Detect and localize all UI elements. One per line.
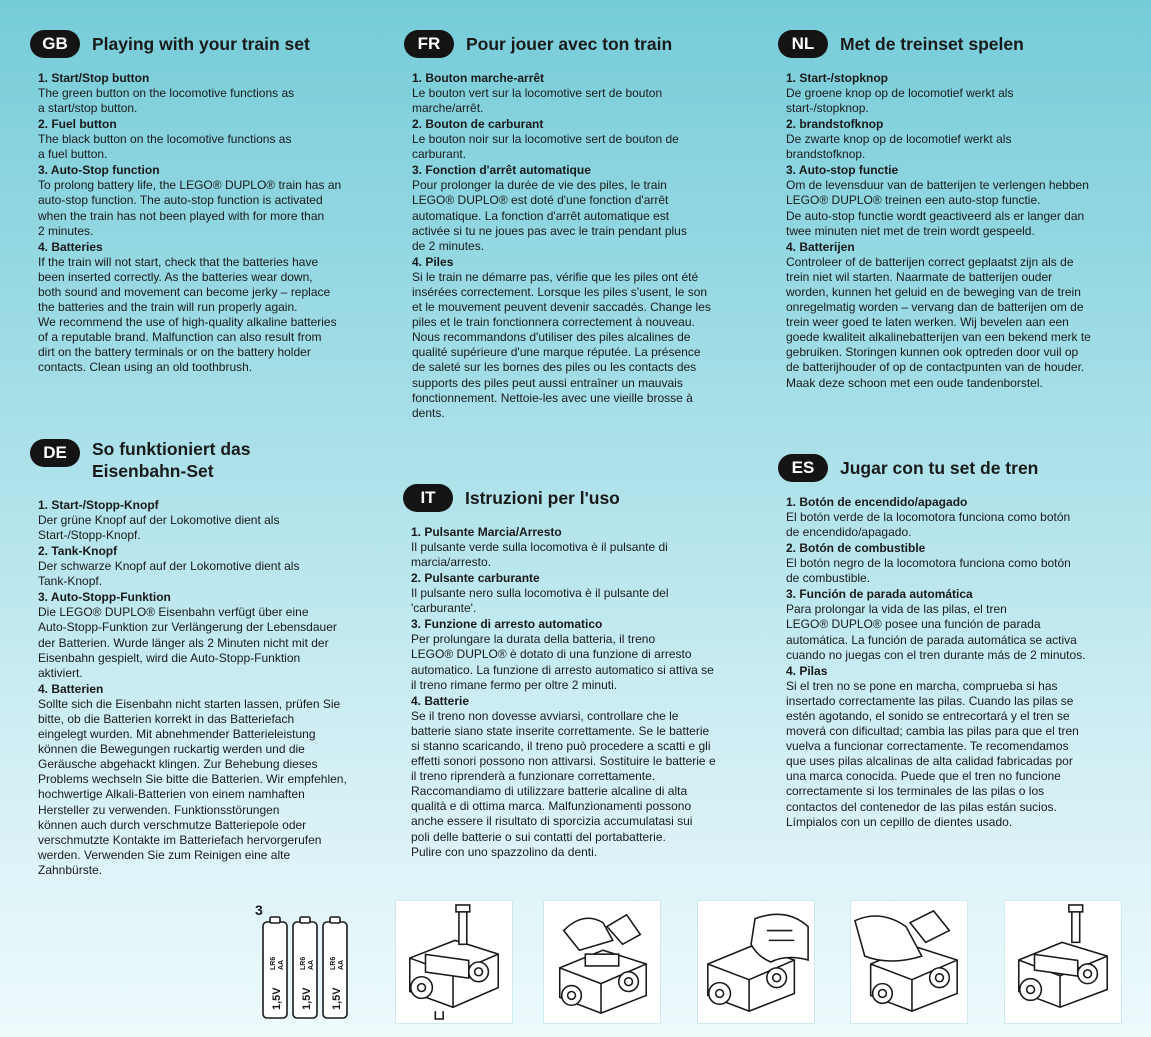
- language-badge: IT: [403, 484, 453, 512]
- instruction-item: [412, 71, 756, 116]
- battery-illustration-strip: [0, 888, 1151, 1037]
- instruction-item: [38, 240, 382, 376]
- item-heading: 3. Auto-Stop function: [38, 163, 160, 178]
- item-text: Die LEGO® DUPLO® Eisenbahn verfügt über eine Auto-Stopp-Funktion zur Verlängerung der Lebensdauer der Batterien. Wurde länger als 2 Minuten nicht mit der Eisenbahn gespielt, wird die Auto-Stopp-Funktion aktiviert.: [38, 605, 337, 680]
- instruction-item: [786, 587, 1138, 662]
- item-text: If the train will not start, check that the batteries have been inserted correctly. As the batteries wear down, both sound and movement can become jerky – replace the batteries and the train will run properly again. We recommend the use of high-quality alkaline batteries of a reputable brand. Malfunction can also result from dirt on the battery terminals or on the battery holder contacts. Clean using an old toothbrush.: [38, 254, 337, 375]
- section-title-line: Eisenbahn-Set: [92, 461, 214, 481]
- item-heading: 2. Fuel button: [38, 117, 117, 132]
- language-badge: NL: [778, 30, 828, 58]
- battery-type-label: LR6: [300, 956, 307, 970]
- item-text: Se il treno non dovesse avviarsi, controllare che le batterie siano state inserite correttamente. Se le batterie si stanno scaricando, il treno può procedere a scatti e gli effetti sonori possono non attivarsi. Sostituire le batterie e il treno riprenderà a funzionare correttamente. Raccomandiamo di utilizzare batterie alcaline di alta qualità e di ottima marca. Malfunzionamenti possono anche essere il risultato di sporcizia accumulatasi sui poli delle batterie o sui contatti del portabatterie. Pulire con uno spazzolino da denti.: [411, 708, 716, 859]
- locomotive-screw-illustration: [396, 901, 512, 1023]
- section-de: [30, 438, 382, 879]
- instruction-item: [411, 617, 755, 692]
- instruction-item: [38, 544, 382, 589]
- battery-voltage-label: 1,5V: [301, 987, 313, 1010]
- instruction-item: [38, 117, 382, 162]
- item-heading: 4. Batterijen: [786, 239, 855, 254]
- item-text: Om de levensduur van de batterijen te verlengen hebben LEGO® DUPLO® treinen een auto-stop functie. De auto-stop functie wordt geactiveerd als er langer dan twee minuten niet met de trein wordt gespeeld.: [786, 178, 1089, 238]
- instruction-item: [411, 694, 755, 860]
- locomotive-open-cover-illustration: [544, 901, 660, 1023]
- instruction-item: [786, 495, 1138, 540]
- item-heading: 2. brandstofknop: [786, 117, 884, 132]
- instruction-item: [412, 163, 756, 253]
- instruction-item: [411, 571, 755, 616]
- battery-size-label: AA: [338, 959, 345, 970]
- section-gb: [30, 27, 382, 377]
- step-tighten-screw-panel: [1004, 900, 1122, 1024]
- section-es: [778, 451, 1138, 831]
- section-header: [404, 27, 756, 61]
- section-header: [30, 27, 382, 61]
- instruction-item: [38, 71, 382, 116]
- battery-voltage-label: 1,5V: [271, 987, 283, 1010]
- battery-voltage-label: 1,5V: [331, 987, 343, 1010]
- item-text: Pour prolonger la durée de vie des piles, le train LEGO® DUPLO® est doté d'une fonction d'arrêt automatique. La fonction d'arrêt automatique est activée si tu ne joues pas avec le train pendant plus de 2 minutes.: [412, 178, 687, 253]
- item-heading: 2. Tank-Knopf: [38, 544, 118, 559]
- item-text: Per prolungare la durata della batteria, il treno LEGO® DUPLO® è dotato di una funzione di arresto automatico. La funzione di arresto automatico si attiva se il treno rimane fermo per oltre 2 minuti.: [411, 632, 714, 692]
- item-text: Il pulsante verde sulla locomotiva è il pulsante di marcia/arresto.: [411, 540, 668, 570]
- item-text: El botón negro de la locomotora funciona como botón de combustible.: [786, 556, 1071, 586]
- section-title: Jugar con tu set de tren: [840, 458, 1039, 478]
- item-text: Controleer of de batterijen correct geplaatst zijn als de trein niet wil starten. Naarmate de batterijen ouder worden, kunnen het geluid en de beweging van de trein onregelmatig worden – vervang dan de batterijen om de trein weer goed te laten werken. Wij bevelen aan een goede kwaliteit alkalinebatterijen van een bekend merk te gebruiken. Storingen kunnen ook optreden door vuil op de batterijhouder of op de contactpunten van de houder. Maak deze schoon met een oude tandenborstel.: [786, 254, 1091, 390]
- section-fr: [404, 27, 756, 422]
- locomotive-insert-batteries-illustration: [698, 901, 814, 1023]
- item-heading: 1. Pulsante Marcia/Arresto: [411, 525, 562, 539]
- instruction-item: [786, 664, 1138, 830]
- item-heading: 3. Fonction d'arrêt automatique: [412, 163, 591, 178]
- item-text: Il pulsante nero sulla locomotiva è il pulsante del 'carburante'.: [411, 586, 669, 616]
- locomotive-close-cover-illustration: [851, 901, 967, 1023]
- section-title: Playing with your train set: [92, 34, 310, 54]
- language-badge: DE: [30, 439, 80, 467]
- section-title: Istruzioni per l'uso: [465, 488, 620, 508]
- instruction-item: [786, 71, 1138, 116]
- instruction-item: [412, 117, 756, 162]
- item-heading: 1. Start-/stopknop: [786, 71, 889, 85]
- item-text: The black button on the locomotive functions as a fuel button.: [38, 132, 292, 162]
- section-nl: [778, 27, 1138, 392]
- step-open-cover-panel: [543, 900, 661, 1024]
- item-heading: 3. Auto-Stopp-Funktion: [38, 590, 171, 605]
- item-heading: 3. Funzione di arresto automatico: [411, 617, 603, 632]
- item-text: Si le train ne démarre pas, vérifie que les piles ont été insérées correctement. Lorsque les piles s'usent, le son et le mouvement peuvent devenir saccadés. Change les piles et le train fonctionnera correctement à nouveau. Nous recommandons d'utiliser des piles alcalines de qualité supérieure d'une marque réputée. La présence de saleté sur les bornes des piles ou les contacts des supports des piles peut aussi entraîner un mauvais fonctionnement. Nettoie-les avec une vieille brosse à dents.: [412, 269, 711, 420]
- item-heading: 4. Piles: [412, 254, 454, 269]
- item-heading: 2. Bouton de carburant: [412, 117, 544, 132]
- section-title: Met de treinset spelen: [840, 34, 1024, 54]
- section-it: [403, 481, 755, 861]
- item-heading: 4. Batterien: [38, 681, 104, 696]
- item-heading: 3. Auto-stop functie: [786, 163, 899, 178]
- instruction-item: [786, 163, 1138, 238]
- item-heading: 1. Start-/Stopp-Knopf: [38, 498, 159, 512]
- language-badge: ES: [778, 454, 828, 482]
- battery-size-label: AA: [278, 959, 285, 970]
- item-text: The green button on the locomotive functions as a start/stop button.: [38, 86, 295, 116]
- item-heading: 1. Bouton marche-arrêt: [412, 71, 545, 85]
- item-text: Le bouton vert sur la locomotive sert de bouton marche/arrêt.: [412, 86, 663, 116]
- step-insert-batteries-panel: [697, 900, 815, 1024]
- item-text: Para prolongar la vida de las pilas, el tren LEGO® DUPLO® posee una función de parada automática. La función de parada automática se activa cuando no juegas con el tren durante más de 2 minutos.: [786, 602, 1086, 662]
- battery-count: 3: [255, 902, 263, 918]
- instruction-item: [38, 590, 382, 680]
- batteries-illustration: [253, 900, 358, 1024]
- instruction-item: [786, 240, 1138, 391]
- item-heading: 3. Función de parada automática: [786, 587, 973, 602]
- language-badge: GB: [30, 30, 80, 58]
- section-title: [92, 438, 250, 482]
- item-heading: 1. Botón de encendido/apagado: [786, 495, 968, 509]
- instruction-item: [411, 525, 755, 570]
- item-text: De zwarte knop op de locomotief werkt als brandstofknop.: [786, 132, 1012, 162]
- battery-type-label: LR6: [330, 956, 337, 970]
- section-header: [403, 481, 755, 515]
- item-text: Der grüne Knopf auf der Lokomotive dient als Start-/Stopp-Knopf.: [38, 513, 280, 543]
- item-text: To prolong battery life, the LEGO® DUPLO® train has an auto-stop function. The auto-stop function is activated when the train has not been played with for more than 2 minutes.: [38, 178, 342, 238]
- item-text: Der schwarze Knopf auf der Lokomotive dient als Tank-Knopf.: [38, 559, 300, 589]
- section-title-line: So funktioniert das: [92, 439, 251, 459]
- instruction-item: [38, 498, 382, 543]
- battery-size-label: AA: [308, 959, 315, 970]
- item-text: De groene knop op de locomotief werkt als start-/stopknop.: [786, 86, 1014, 116]
- section-header: [30, 438, 382, 488]
- item-text: Sollte sich die Eisenbahn nicht starten lassen, prüfen Sie bitte, ob die Batterien korrekt in das Batteriefach eingelegt wurden. Mit abnehmender Batterieleistung können die Bewegungen ruckartig werden und die Geräusche abgehackt klingen. Zur Behebung dieses Problems wechseln Sie bitte die Batterien. Wir empfehlen, hochwertige Alkali-Batterien von einem namhaften Hersteller zu verwenden. Funktionsstörungen können auch durch verschmutze Batteriepole oder verschmutzte Kontakte im Batteriefach hervorgerufen werden. Verwenden Sie zum Reinigen eine alte Zahnbürste.: [38, 696, 347, 877]
- item-heading: 1. Start/Stop button: [38, 71, 150, 85]
- item-heading: 4. Batteries: [38, 239, 103, 254]
- instruction-item: [786, 541, 1138, 586]
- section-header: [778, 451, 1138, 485]
- instruction-item: [38, 163, 382, 238]
- item-heading: 2. Botón de combustible: [786, 541, 926, 556]
- section-title: Pour jouer avec ton train: [466, 34, 673, 54]
- step-close-cover-panel: [850, 900, 968, 1024]
- locomotive-tighten-screw-illustration: [1005, 901, 1121, 1023]
- battery-type-label: LR6: [270, 956, 277, 970]
- item-heading: 4. Batterie: [411, 693, 470, 708]
- language-badge: FR: [404, 30, 454, 58]
- batteries-panel: [253, 900, 358, 1024]
- step-unscrew-panel: [395, 900, 513, 1024]
- item-heading: 2. Pulsante carburante: [411, 571, 540, 586]
- instruction-item: [38, 682, 382, 878]
- section-header: [778, 27, 1138, 61]
- item-text: Le bouton noir sur la locomotive sert de bouton de carburant.: [412, 132, 679, 162]
- instruction-item: [786, 117, 1138, 162]
- item-heading: 4. Pilas: [786, 663, 828, 678]
- instruction-item: [412, 255, 756, 421]
- item-text: El botón verde de la locomotora funciona como botón de encendido/apagado.: [786, 510, 1071, 540]
- item-text: Si el tren no se pone en marcha, comprueba si has insertado correctamente las pilas. Cuando las pilas se estén agotando, el sonido se entrecortará y el tren se moverá con dificultad; cambia las pilas para que el tren vuelva a funcionar correctamente. Te recomendamos que uses pilas alcalinas de alta calidad fabricadas por una marca conocida. Puede que el tren no funcione correctamente si los terminales de las pilas o los contactos del contenedor de las pilas están sucios. Límpialos con un cepillo de dientes usado.: [786, 678, 1079, 829]
